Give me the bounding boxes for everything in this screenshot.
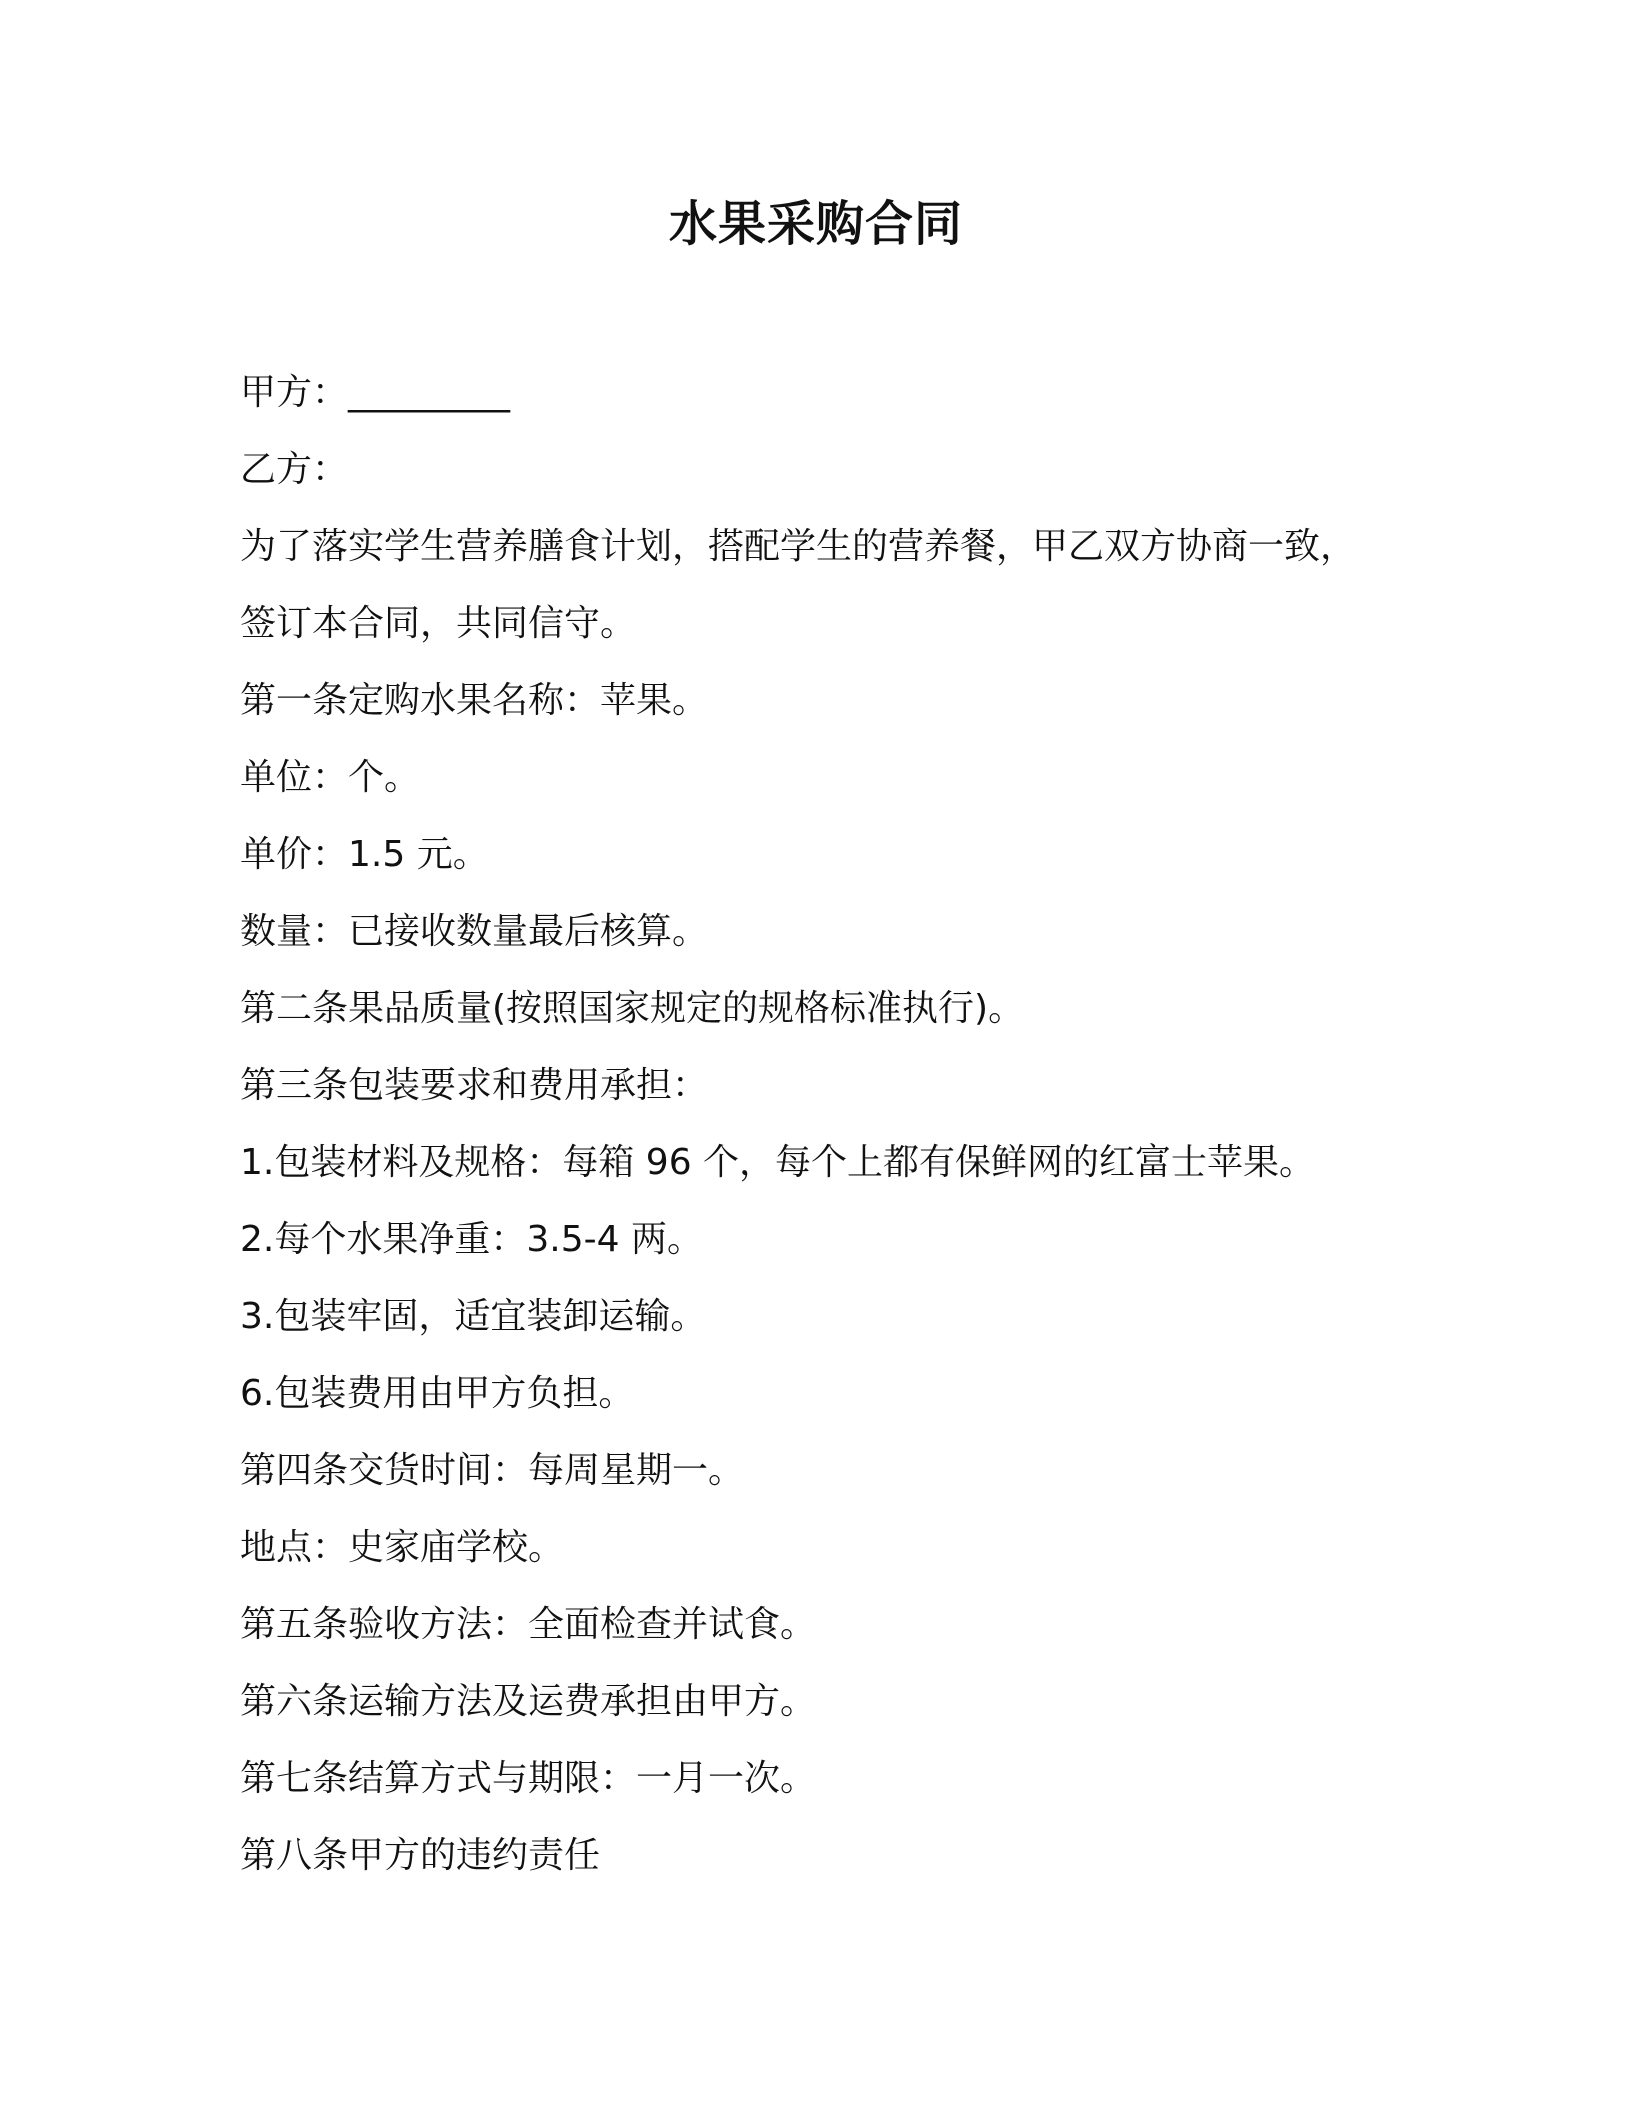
document-title: 水果采购合同	[668, 196, 963, 252]
article-4-line: 第四条交货时间：每周星期一。	[240, 1450, 745, 1491]
packaging-item-6: 6.包装费用由甲方负担。	[240, 1373, 635, 1414]
article-3-line: 第三条包装要求和费用承担：	[240, 1065, 709, 1106]
article-7-line: 第七条结算方式与期限：一月一次。	[240, 1758, 817, 1799]
party-a-line: 甲方：_________	[240, 372, 511, 413]
preamble-line-1: 为了落实学生营养膳食计划，搭配学生的营养餐，甲乙双方协商一致，	[240, 526, 1357, 567]
article-6-line: 第六条运输方法及运费承担由甲方。	[240, 1681, 817, 1722]
document-body	[240, 369, 1460, 1909]
quantity-line: 数量：已接收数量最后核算。	[240, 911, 709, 952]
unit-price-line: 单价：1.5 元。	[240, 834, 489, 875]
article-1-line: 第一条定购水果名称：苹果。	[240, 680, 709, 721]
article-2-line: 第二条果品质量(按照国家规定的规格标准执行)。	[240, 988, 1025, 1029]
party-b-line: 乙方：	[240, 449, 349, 490]
article-5-line: 第五条验收方法：全面检查并试食。	[240, 1604, 817, 1645]
article-8-line: 第八条甲方的违约责任	[240, 1835, 601, 1876]
packaging-item-3: 3.包装牢固，适宜装卸运输。	[240, 1296, 707, 1337]
unit-line: 单位：个。	[240, 757, 421, 798]
packaging-item-1: 1.包装材料及规格：每箱 96 个，每个上都有保鲜网的红富士苹果。	[240, 1142, 1316, 1183]
location-line: 地点：史家庙学校。	[240, 1527, 565, 1568]
packaging-item-2: 2.每个水果净重：3.5-4 两。	[240, 1219, 703, 1260]
preamble-line-2: 签订本合同，共同信守。	[240, 603, 637, 644]
